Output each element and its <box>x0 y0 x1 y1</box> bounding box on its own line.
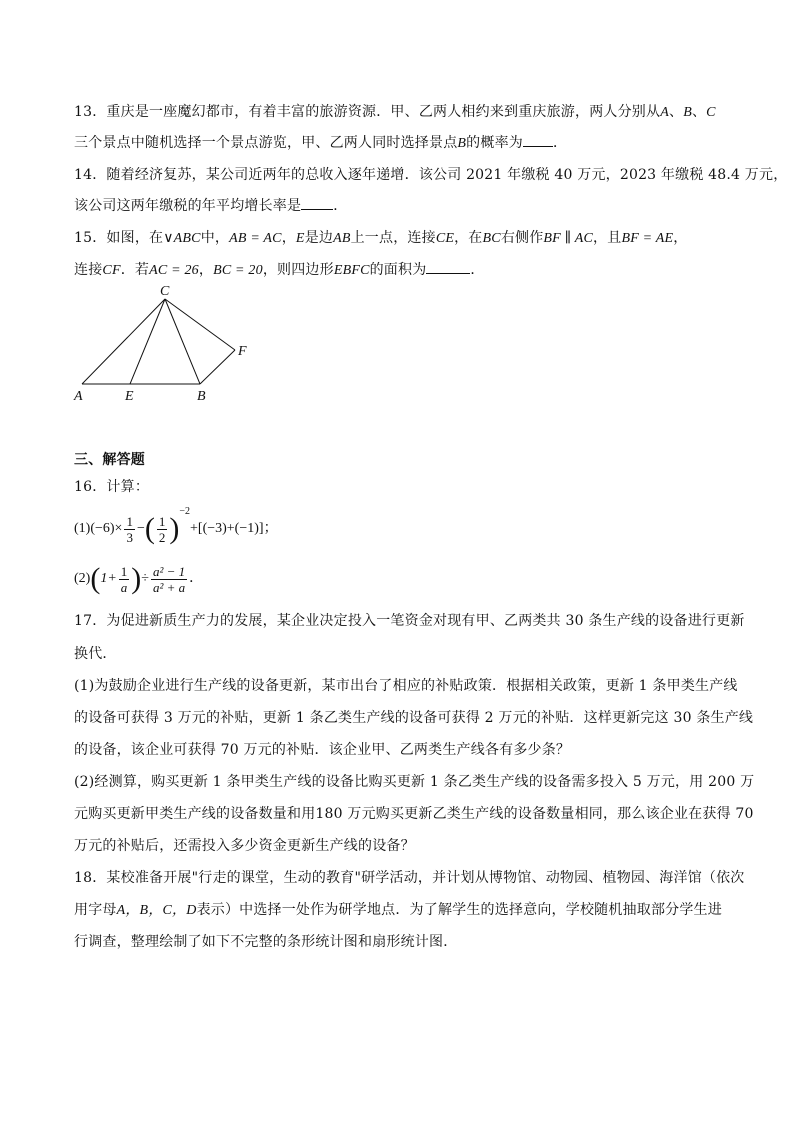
geometry-figure <box>70 282 260 407</box>
q17-line6: (2)经测算，购买更新 1 条甲类生产线的设备比购买更新 1 条乙类生产线的设备需多投入 5 万元，用 200 万 <box>74 774 755 790</box>
point-c: C <box>706 105 716 120</box>
q15-line1: 15．如图，在∨ABC中，AB = AC，E是边AB上一点，连接CE，在BC右侧作BF ∥ AC，且BF = AE， <box>74 230 688 246</box>
q16-title: 16．计算： <box>74 479 150 495</box>
segment-bf <box>200 350 235 384</box>
q13-line1: 13．重庆是一座魔幻都市，有着丰富的旅游资源．甲、乙两人相约来到重庆旅游，两人分别从A、B、C <box>74 104 716 120</box>
label-a: A <box>74 389 83 404</box>
label-e: E <box>125 389 134 404</box>
answer-blank <box>523 132 553 147</box>
segment-ac <box>82 299 165 384</box>
q14-line2: 该公司这两年缴税的年平均增长率是 ． <box>74 195 347 216</box>
q14-line1: 14．随着经济复苏，某公司近两年的总收入逐年递增．该公司 2021 年缴税 40 万元，2023 年缴税 48.4 万元， <box>74 167 788 183</box>
q17-line8: 万元的补贴后，还需投入多少资金更新生产线的设备？ <box>74 838 415 854</box>
q17-line2: 换代． <box>74 646 117 662</box>
q17-line7: 元购买更新甲类生产线的设备数量和用180 万元购买更新乙类生产线的设备数量相同，那么该企业在获得 70 <box>74 806 754 822</box>
q15-line2: 连接CF．若AC = 26，BC = 20，则四边形EBFC的面积为 ． <box>74 259 485 281</box>
point-b: B <box>683 105 692 120</box>
answer-blank <box>426 259 470 274</box>
point-a: A <box>660 105 669 120</box>
section-title: 三、解答题 <box>74 452 145 468</box>
q18-line2: 用字母A，B，C，D表示）中选择一处作为研学地点．为了解学生的选择意向，学校随机抽取部分学生进 <box>74 902 722 918</box>
q16-part2: (2)(1+ $\frac{1}{a}$ )÷ $\frac{\text{a² − 1}}{\text{a² + a}}$ ． <box>74 562 204 595</box>
q18-line1: 18．某校准备开展"行走的课堂，生动的教育"研学活动，并计划从博物馆、动物园、植物园、海洋馆（依次 <box>74 870 745 886</box>
q18-line3: 行调查，整理绘制了如下不完整的条形统计图和扇形统计图． <box>74 934 458 950</box>
q17-line1: 17．为促进新质生产力的发展，某企业决定投入一笔资金对现有甲、乙两类共 30 条生产线的设备进行更新 <box>74 613 745 629</box>
q17-line4: 的设备可获得 3 万元的补贴，更新 1 条乙类生产线的设备可获得 2 万元的补贴．这样更新完这 30 条生产线 <box>74 710 754 726</box>
q16-part1: (1)(−6)× $\frac{1}{3}$ −( $\frac{1}{2}$ )$^{-2}$+[(−3)+(−1)]； <box>74 506 278 545</box>
answer-blank <box>301 195 333 210</box>
q17-line5: 的设备，该企业可获得 70 万元的补贴．该企业甲、乙两类生产线各有多少条？ <box>74 742 571 758</box>
q17-line3: (1)为鼓励企业进行生产线的设备更新，某市出台了相应的补贴政策．根据相关政策，更新 1 条甲类生产线 <box>74 678 738 694</box>
q13-line2: 三个景点中随机选择一个景点游览，甲、乙两人同时选择景点B的概率为 ． <box>74 132 567 154</box>
label-f: F <box>238 344 247 359</box>
label-b: B <box>197 389 206 404</box>
label-c: C <box>160 284 170 299</box>
segment-ce <box>130 299 165 384</box>
